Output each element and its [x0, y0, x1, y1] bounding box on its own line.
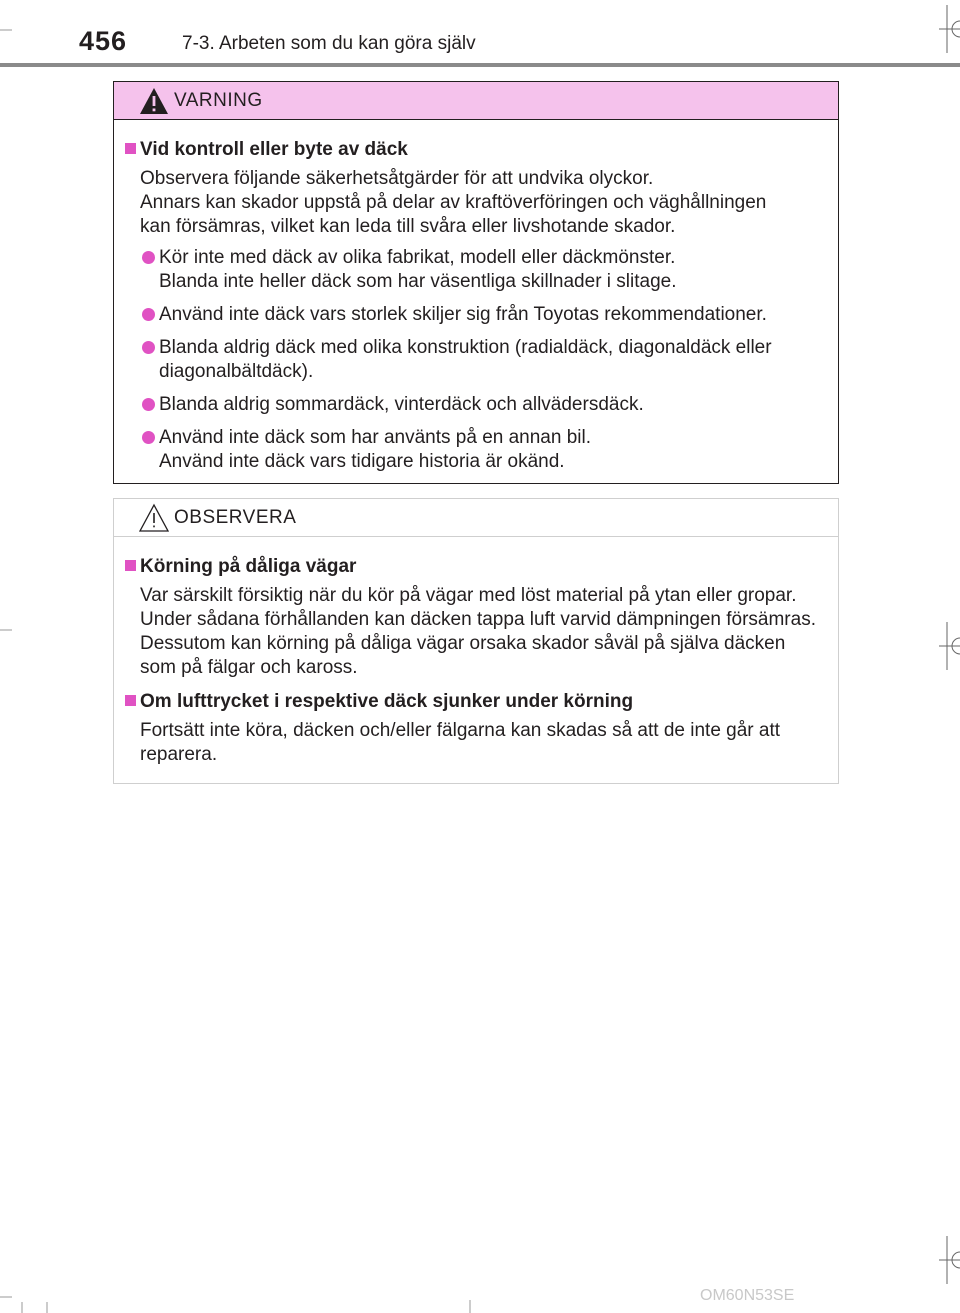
section-title: 7-3. Arbeten som du kan göra själv — [182, 33, 476, 54]
crop-mark-icon — [0, 0, 20, 40]
square-bullet-icon — [125, 143, 136, 154]
square-bullet-icon — [125, 560, 136, 571]
notice-item-text: Var särskilt försiktig när du kör på vägar med löst material på ytan eller gropar. Under sådana förhållanden kan däcken tappa luft varvid dämpningen försämras. Dessutom kan körning på dåliga vägar orsaka skador såväl på själva däcken som på fälgar och kaross. — [140, 585, 816, 678]
header-rule — [0, 63, 960, 67]
notice-item-title: Körning på dåliga vägar — [124, 555, 828, 579]
footer-watermark: OM60N53SE — [700, 1287, 795, 1304]
round-bullet-icon — [142, 308, 155, 321]
round-bullet-icon — [142, 431, 155, 444]
notice-header — [114, 499, 838, 537]
crop-mark-icon — [0, 615, 20, 645]
page-number: 456 — [79, 26, 128, 56]
warning-label: VARNING — [174, 90, 263, 111]
list-item: Blanda aldrig sommardäck, vinterdäck och allvädersdäck. — [124, 393, 828, 417]
notice-label: OBSERVERA — [174, 507, 297, 528]
warning-header — [114, 82, 838, 120]
warning-box — [113, 81, 839, 484]
list-item: Blanda aldrig däck med olika konstruktion (radialdäck, diagonaldäck eller diagonalbältdäck). — [124, 336, 828, 384]
round-bullet-icon — [142, 398, 155, 411]
registration-mark-icon — [934, 1236, 960, 1284]
round-bullet-icon — [142, 251, 155, 264]
warning-item-title: Vid kontroll eller byte av däck — [124, 138, 828, 162]
registration-mark-icon — [934, 622, 960, 670]
crop-mark-icon — [0, 1270, 60, 1313]
crop-mark-icon — [460, 1300, 480, 1313]
list-item: Använd inte däck som har använts på en annan bil. Använd inte däck vars tidigare historia är okänd. — [124, 426, 828, 474]
caution-triangle-outline-icon — [138, 503, 170, 533]
warning-intro: Observera följande säkerhetsåtgärder för att undvika olyckor. Annars kan skador uppstå på delar av kraftöverföringen och väghållningen kan försämras, vilket kan leda till svåra eller livshotande skador. — [140, 168, 767, 237]
warning-bullet-list — [124, 246, 828, 474]
registration-mark-icon — [934, 5, 960, 53]
list-item: Använd inte däck vars storlek skiljer sig från Toyotas rekommendationer. — [124, 303, 828, 327]
square-bullet-icon — [125, 695, 136, 706]
notice-item-text: Fortsätt inte köra, däcken och/eller fälgarna kan skadas så att de inte går att reparera. — [140, 720, 781, 765]
list-item: Kör inte med däck av olika fabrikat, modell eller däckmönster. Blanda inte heller däck som har väsentliga skillnader i slitage. — [124, 246, 828, 294]
notice-item-title: Om lufttrycket i respektive däck sjunker under körning — [124, 690, 828, 714]
warning-triangle-icon — [138, 86, 170, 116]
notice-box — [113, 498, 839, 784]
round-bullet-icon — [142, 341, 155, 354]
